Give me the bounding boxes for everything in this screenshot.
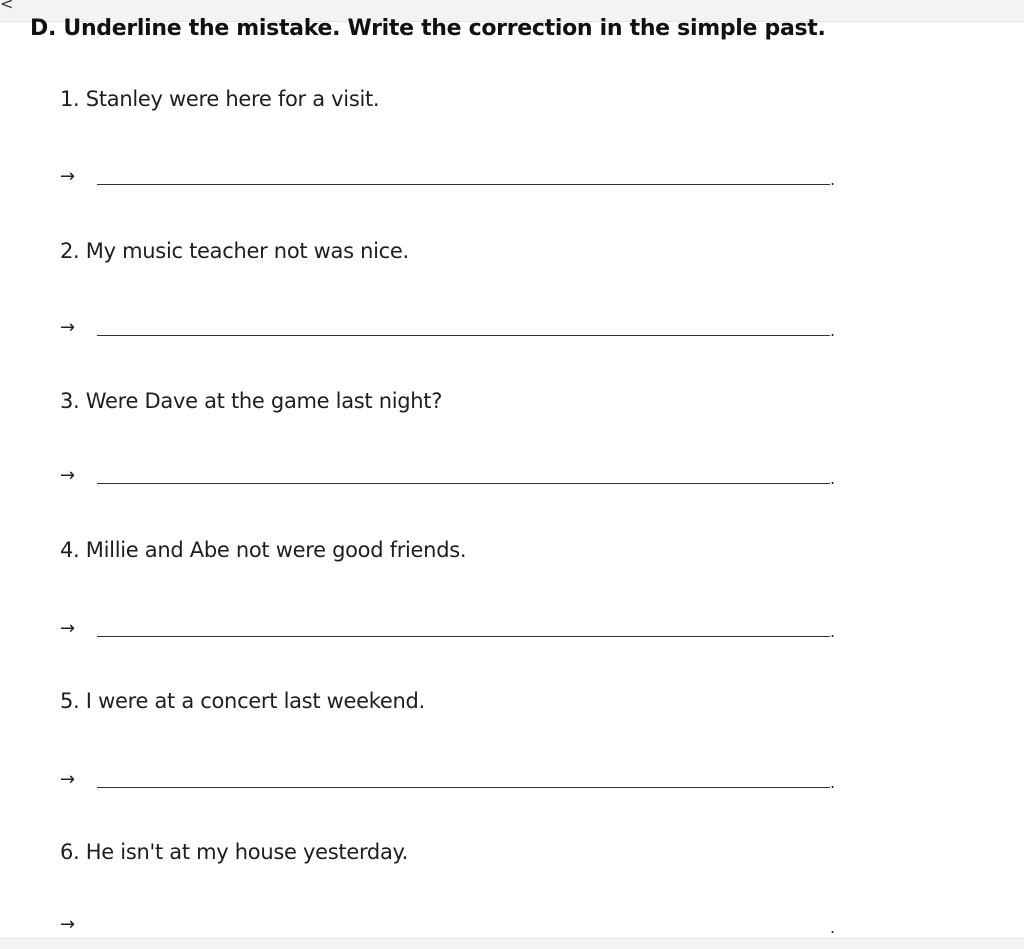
answer-line-4: [60, 618, 850, 646]
answer-line-5: [60, 769, 850, 797]
answer-blank: [97, 787, 830, 788]
answer-period: .: [830, 469, 836, 488]
answer-blank: [97, 335, 830, 336]
answer-line-3: [60, 465, 850, 493]
question-3: 3. Were Dave at the game last night?: [60, 389, 443, 413]
answer-period: .: [830, 918, 836, 937]
exercise-heading: D. Underline the mistake. Write the correction in the simple past.: [30, 16, 826, 41]
answer-period: .: [830, 622, 836, 641]
arrow-icon: →: [60, 769, 76, 790]
arrow-icon: →: [60, 465, 76, 486]
answer-period: .: [830, 170, 836, 189]
arrow-icon: →: [60, 914, 76, 935]
answer-blank: [97, 483, 830, 484]
answer-line-1: [60, 166, 850, 194]
answer-period: .: [830, 773, 836, 792]
chevron-left-icon[interactable]: <: [0, 0, 14, 13]
arrow-icon: →: [60, 618, 76, 639]
answer-period: .: [830, 321, 836, 340]
question-1: 1. Stanley were here for a visit.: [60, 87, 380, 111]
arrow-icon: →: [60, 166, 76, 187]
answer-line-2: [60, 317, 850, 345]
bottom-strip: [0, 938, 1024, 949]
answer-blank: [97, 184, 830, 185]
question-2: 2. My music teacher not was nice.: [60, 239, 409, 263]
question-6: 6. He isn't at my house yesterday.: [60, 840, 409, 864]
arrow-icon: →: [60, 317, 76, 338]
question-5: 5. I were at a concert last weekend.: [60, 689, 425, 713]
answer-blank: [97, 636, 830, 637]
question-4: 4. Millie and Abe not were good friends.: [60, 538, 467, 562]
